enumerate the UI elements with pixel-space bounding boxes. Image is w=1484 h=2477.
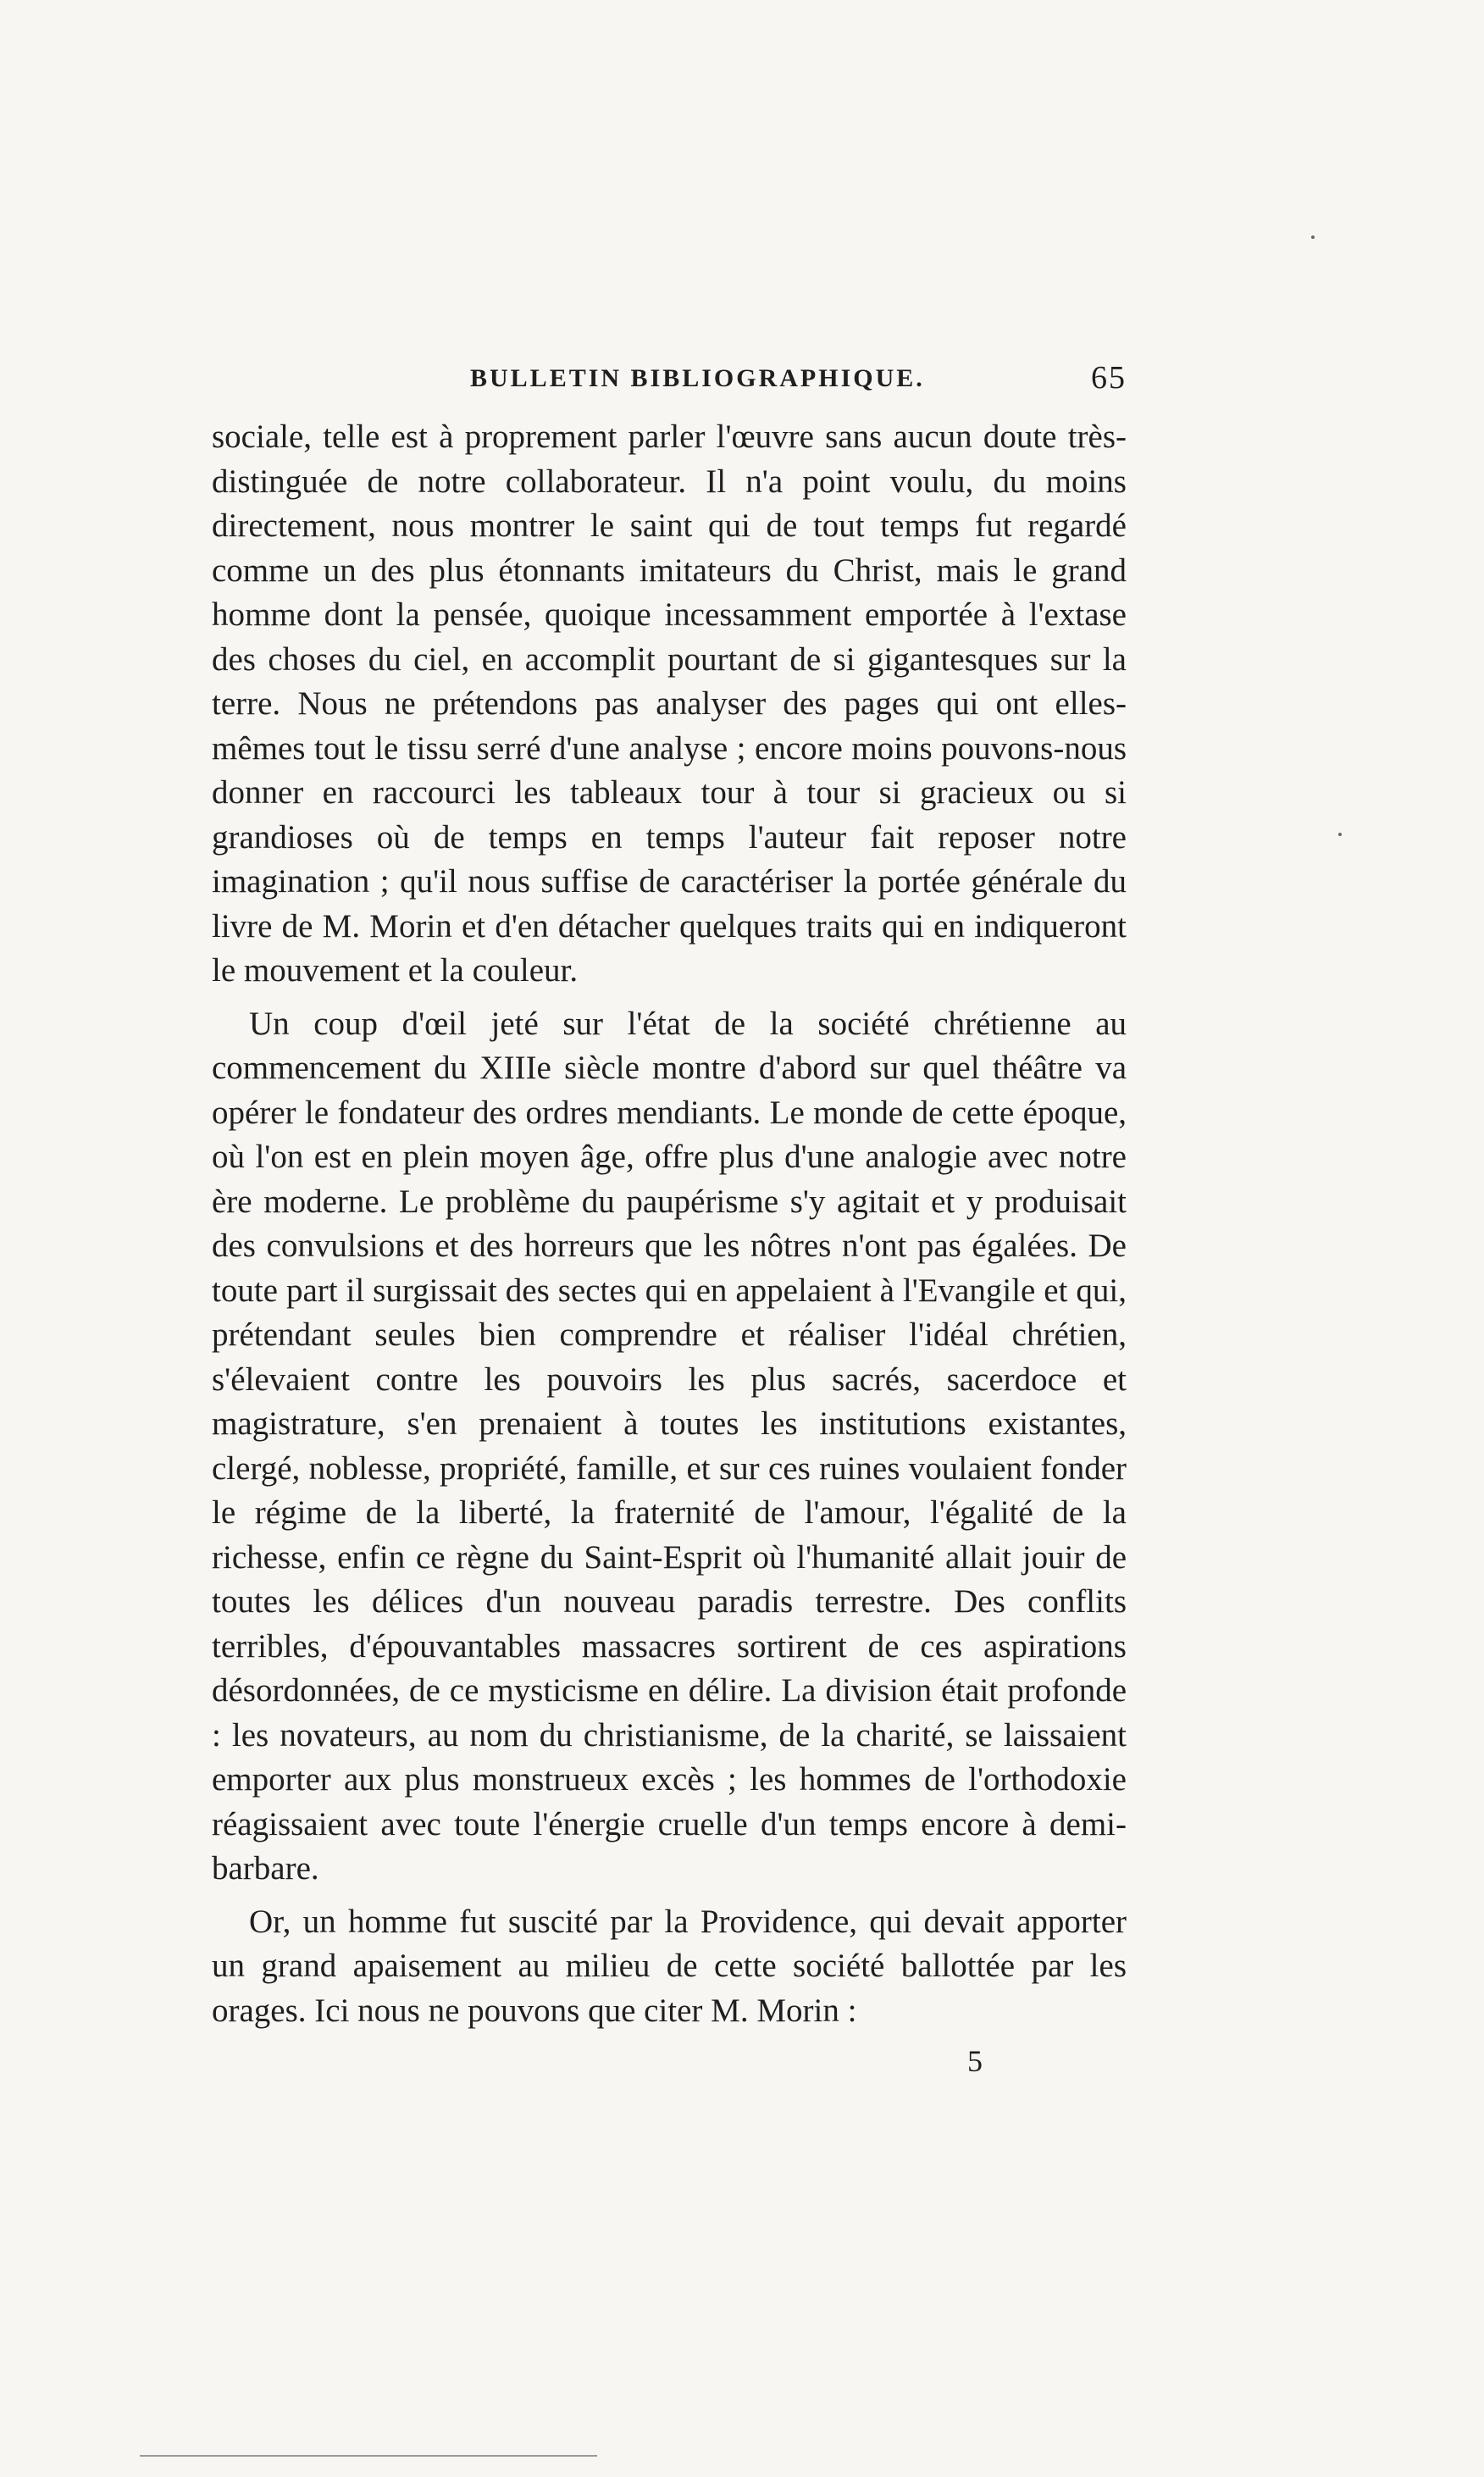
running-title: BULLETIN BIBLIOGRAPHIQUE. (470, 364, 925, 392)
paper-speck (1311, 236, 1315, 239)
paragraph-3: Or, un homme fut suscité par la Providence, qui devait apporter un grand apaisement au milieu de cette société ballottée par les orages. Ici nous ne pouvons que citer M. Morin : (212, 1903, 1127, 2029)
book-page (212, 360, 1127, 2094)
paragraph-1: sociale, telle est à proprement parler l'œuvre sans aucun doute très-distinguée de notre collaborateur. Il n'a point voulu, du moins directement, nous montrer le saint qui de tout temps fut regardé comme un des plus étonnants imitateurs du Christ, mais le grand homme dont la pensée, quoique incessamment emportée à l'extase des choses du ciel, en accomplit pourtant de si gigantesques sur la terre. Nous ne prétendons pas analyser des pages qui ont elles-mêmes tout le tissu serré d'une analyse ; encore moins pouvons-nous donner en raccourci les tableaux tour à tour si gracieux ou si grandioses où de temps en temps l'auteur fait reposer notre imagination ; qu'il nous suffise de caractériser la portée générale du livre de M. Morin et d'en détacher quelques traits qui en indiqueront le mouvement et la couleur. (212, 418, 1127, 989)
paper-speck (1338, 833, 1342, 836)
signature-mark-row (212, 2043, 1127, 2094)
page-number: 65 (1091, 360, 1127, 396)
body-text (212, 415, 1127, 2033)
running-head (212, 360, 1127, 415)
signature-mark: 5 (967, 2044, 983, 2078)
bottom-edge-rule (140, 2455, 597, 2457)
paragraph-2: Un coup d'œil jeté sur l'état de la société chrétienne au commencement du XIIIe siècle montre d'abord sur quel théâtre va opérer le fondateur des ordres mendiants. Le monde de cette époque, où l'on est en plein moyen âge, offre plus d'une analogie avec notre ère moderne. Le problème du paupérisme s'y agitait et y produisait des convulsions et des horreurs que les nôtres n'ont pas égalées. De toute part il surgissait des sectes qui en appelaient à l'Evangile et qui, prétendant seules bien comprendre et réaliser l'idéal chrétien, s'élevaient contre les pouvoirs les plus sacrés, sacerdoce et magistrature, s'en prenaient à toutes les institutions existantes, clergé, noblesse, propriété, famille, et sur ces ruines voulaient fonder le régime de la liberté, la fraternité de l'amour, l'égalité de la richesse, enfin ce règne du Saint-Esprit où l'humanité allait jouir de toutes les délices d'un nouveau paradis terrestre. Des conflits terribles, d'épouvantables massacres sortirent de ces aspirations désordonnées, de ce mysticisme en délire. La division était profonde : les novateurs, au nom du christianisme, de la charité, se laissaient emporter aux plus monstrueux excès ; les hommes de l'orthodoxie réagissaient avec toute l'énergie cruelle d'un temps encore à demi-barbare. (212, 1005, 1127, 1887)
